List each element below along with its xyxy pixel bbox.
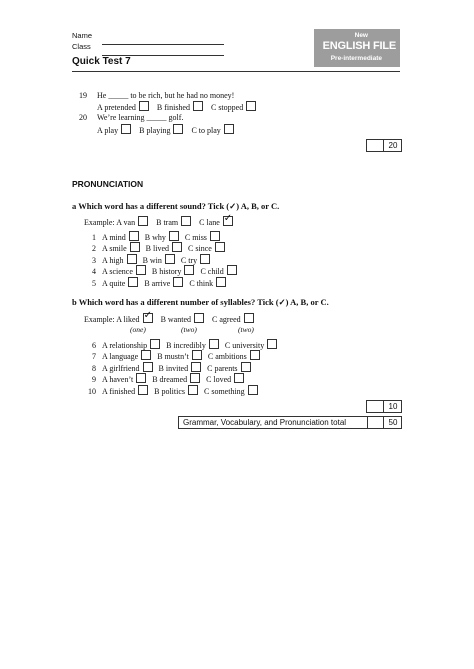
grammar-item-20: 20 We’re learning _____ golf. — [79, 113, 184, 122]
item-number: 1 — [92, 233, 96, 242]
header-divider — [72, 71, 400, 72]
pronunciation-item — [84, 265, 237, 276]
option-label: C ambitions — [207, 352, 247, 362]
option-label: C miss — [184, 233, 207, 242]
checkbox[interactable] — [267, 339, 277, 349]
checkbox[interactable] — [193, 101, 203, 111]
pronunciation-item — [84, 385, 258, 396]
checkbox[interactable] — [194, 313, 204, 323]
example-hint-one: (one) — [130, 325, 146, 334]
checkbox[interactable] — [190, 373, 200, 383]
pronunciation-item — [84, 242, 225, 253]
grammar-item-20-options: A play B playing C to play — [97, 124, 234, 135]
part-a-example: Example: A van B tram C lane✓ — [84, 216, 233, 227]
item-number: 3 — [92, 255, 96, 265]
grammar-item-19: 19 He _____ to be rich, but he had no money! — [79, 91, 235, 100]
option-label: C think — [189, 278, 214, 288]
option-label: C parents — [207, 363, 238, 373]
grammar-item-19-options: A pretended B finished C stopped — [97, 101, 256, 112]
checkbox[interactable] — [227, 265, 237, 275]
item-number: 2 — [92, 244, 96, 254]
checkbox[interactable] — [248, 385, 258, 395]
checkbox[interactable] — [143, 362, 153, 372]
checkbox[interactable] — [209, 339, 219, 349]
option-label: A girlfriend — [102, 363, 140, 373]
checkbox[interactable] — [188, 385, 198, 395]
option-label: B win — [142, 255, 162, 265]
option-label: B why — [144, 233, 166, 242]
option-label: B history — [151, 267, 182, 277]
option-label: B arrive — [144, 278, 171, 288]
checkbox[interactable] — [128, 277, 138, 287]
checkbox[interactable] — [136, 265, 146, 275]
checkbox[interactable] — [224, 124, 234, 134]
pronunciation-score-total: 10 — [383, 401, 402, 412]
option-label: A haven’t — [102, 375, 134, 385]
item-number: 5 — [92, 278, 96, 288]
overall-total-label: Grammar, Vocabulary, and Pronunciation total — [183, 418, 347, 427]
item-number: 4 — [92, 267, 96, 277]
checkbox[interactable] — [215, 242, 225, 252]
item-number: 8 — [92, 363, 96, 373]
pronunciation-item — [84, 350, 260, 361]
checkbox[interactable] — [191, 362, 201, 372]
checkbox[interactable] — [138, 385, 148, 395]
option-label: B invited — [158, 363, 189, 373]
checkbox[interactable] — [250, 350, 260, 360]
item-number: 7 — [92, 352, 96, 362]
option-label: B incredibly — [166, 341, 206, 350]
overall-total-blank[interactable] — [367, 417, 384, 428]
option-label: B mustn’t — [157, 352, 189, 362]
checkbox[interactable] — [165, 254, 175, 264]
checkbox[interactable] — [200, 254, 210, 264]
checkbox[interactable] — [181, 216, 191, 226]
test-title: Quick Test 7 — [72, 56, 131, 67]
pronunciation-item — [84, 254, 210, 265]
part-a-instruction: a Which word has a different sound? Tick (✓) A, B, or C. — [72, 201, 280, 211]
item-number: 9 — [92, 375, 96, 385]
option-label: A finished — [102, 386, 136, 396]
option-label: A language — [102, 352, 139, 362]
pronunciation-item — [84, 339, 277, 350]
pronunciation-item — [84, 277, 226, 288]
checkbox[interactable] — [216, 277, 226, 287]
example-hint-two-c: (two) — [238, 325, 254, 334]
option-label: A science — [102, 267, 133, 277]
checkbox[interactable] — [234, 373, 244, 383]
checkbox[interactable] — [241, 362, 251, 372]
option-label: C since — [188, 244, 212, 254]
grammar-score-total: 20 — [383, 140, 402, 151]
overall-total-value: 50 — [383, 417, 402, 428]
option-label: B dreamed — [152, 375, 188, 385]
checkbox[interactable] — [184, 265, 194, 275]
pronunciation-item — [84, 373, 244, 384]
checkbox[interactable] — [169, 231, 179, 241]
option-label: A smile — [102, 244, 127, 254]
option-label: C child — [200, 267, 224, 277]
english-file-logo: New ENGLISH FILE Pre-intermediate — [314, 29, 400, 67]
option-label: C something — [204, 386, 245, 396]
option-label: C university — [224, 341, 265, 350]
part-b-instruction: b Which word has a different number of syllables? Tick (✓) A, B, or C. — [72, 297, 329, 307]
option-label: A high — [102, 255, 124, 265]
name-label: Name — [72, 31, 93, 40]
pronunciation-item — [84, 231, 220, 242]
grammar-score-box — [366, 139, 402, 152]
checkbox[interactable] — [150, 339, 160, 349]
option-label: A mind — [102, 233, 126, 242]
checkbox[interactable] — [173, 124, 183, 134]
checkbox[interactable] — [244, 313, 254, 323]
checkbox[interactable] — [121, 124, 131, 134]
option-label: B lived — [145, 244, 170, 254]
class-label: Class — [72, 42, 91, 51]
section-title-pronunciation: PRONUNCIATION — [72, 179, 144, 189]
pronunciation-item — [84, 362, 251, 373]
checkbox[interactable] — [139, 101, 149, 111]
part-b-example: Example: A liked✓ B wanted C agreed — [84, 313, 254, 324]
checkbox[interactable] — [246, 101, 256, 111]
option-label: B politics — [154, 386, 185, 396]
option-label: C try — [180, 255, 198, 265]
example-hint-two-b: (two) — [181, 325, 197, 334]
checkbox[interactable] — [129, 231, 139, 241]
option-label: C loved — [206, 375, 232, 385]
option-label: A relationship — [102, 341, 148, 350]
pronunciation-score-box — [366, 400, 402, 413]
checkbox[interactable] — [172, 242, 182, 252]
checkbox[interactable] — [138, 216, 148, 226]
checkbox[interactable] — [130, 242, 140, 252]
item-number: 10 — [88, 386, 96, 396]
checkbox-checked[interactable] — [143, 313, 153, 323]
checkbox[interactable] — [136, 373, 146, 383]
overall-total-box — [178, 416, 402, 429]
checkbox[interactable] — [173, 277, 183, 287]
checkbox[interactable] — [141, 350, 151, 360]
checkbox[interactable] — [127, 254, 137, 264]
checkbox-checked[interactable] — [223, 216, 233, 226]
checkbox[interactable] — [210, 231, 220, 241]
checkbox[interactable] — [192, 350, 202, 360]
option-label: A quite — [102, 278, 126, 288]
item-number: 6 — [92, 341, 96, 350]
